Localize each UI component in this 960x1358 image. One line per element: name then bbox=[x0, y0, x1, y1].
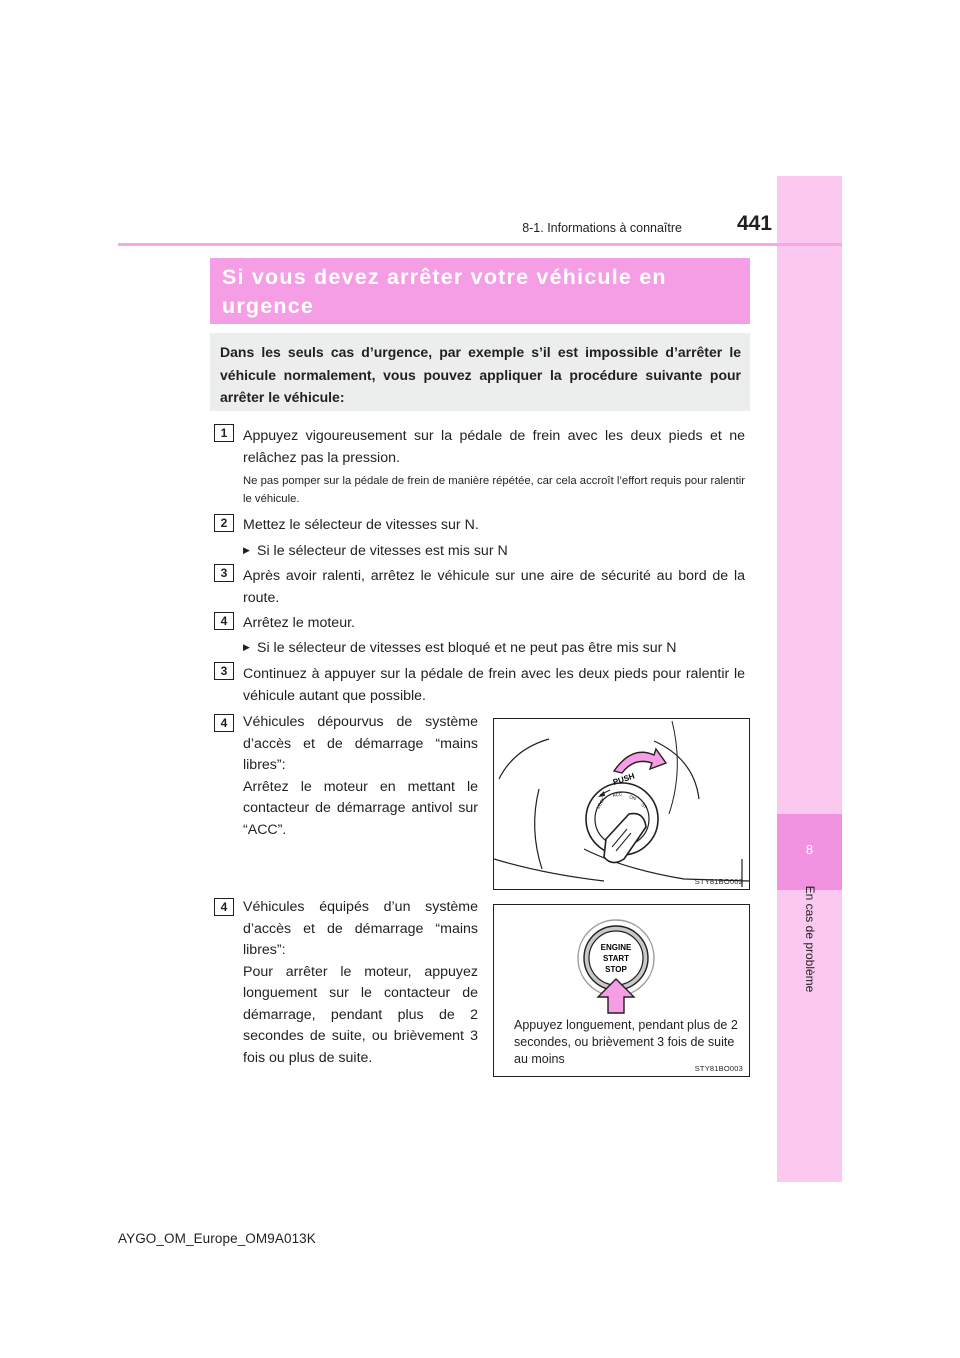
section-title-box bbox=[210, 258, 750, 324]
step-4-smart-key-text bbox=[243, 897, 478, 1069]
on-label: ON bbox=[628, 794, 637, 802]
triangle-bullet-icon: ▶ bbox=[243, 642, 250, 652]
engine-switch-figure bbox=[493, 904, 750, 1077]
chapter-side-band bbox=[777, 176, 842, 1182]
step-number-1: 1 bbox=[214, 424, 234, 442]
chapter-number: 8 bbox=[805, 842, 814, 857]
ignition-switch-figure bbox=[493, 718, 750, 890]
ignition-switch-illustration bbox=[494, 719, 750, 890]
section-title-line1: Si vous devez arrêter votre véhicule en bbox=[222, 265, 667, 289]
step-number-3-alt: 3 bbox=[214, 662, 234, 680]
start-label: START bbox=[602, 954, 630, 963]
step-4-smart-key-line2: Pour arrêter le moteur, appuyez longuement sur le contacteur de démarrage, pendant plus de 2 secondes de suite, ou brièvement 3 fois ou plus de suite. bbox=[243, 963, 478, 1066]
figure-code: STY81BO002 bbox=[694, 877, 743, 886]
section-title-line2: urgence bbox=[222, 294, 315, 318]
stop-label: STOP bbox=[605, 965, 627, 974]
lock-label: LOCK bbox=[595, 796, 606, 810]
step-number-4-alt: 4 bbox=[214, 714, 234, 732]
intro-box bbox=[210, 333, 750, 411]
condition-text: Si le sélecteur de vitesses est bloqué et ne peut pas être mis sur N bbox=[257, 640, 677, 656]
condition-neutral-ok bbox=[243, 540, 745, 562]
step-number-2: 2 bbox=[214, 514, 234, 532]
footer-document-id: AYGO_OM_Europe_OM9A013K bbox=[118, 1231, 316, 1246]
step-2-text: Mettez le sélecteur de vitesses sur N. bbox=[243, 517, 479, 533]
header-rule bbox=[118, 243, 842, 246]
chapter-title: En cas de problème bbox=[803, 885, 817, 993]
step-1-text: Appuyez vigoureusement sur la pédale de frein avec les deux pieds et ne relâchez pas la pression. bbox=[243, 428, 745, 466]
page-number: 441 bbox=[736, 212, 772, 235]
step-number-4: 4 bbox=[214, 612, 234, 630]
figure-code: STY81BO003 bbox=[694, 1064, 743, 1073]
push-label: PUSH bbox=[611, 771, 636, 787]
press-instruction: Appuyez longuement, pendant plus de 2 secondes, ou brièvement 3 fois de suite au moins bbox=[514, 1018, 738, 1066]
intro-text: Dans les seuls cas d’urgence, par exemple s’il est impossible d’arrêter le véhicule normalement, vous pouvez appliquer la procédure suivante pour arrêter le véhicule: bbox=[220, 344, 741, 405]
step-4-text: Arrêtez le moteur. bbox=[243, 615, 355, 631]
step-4-no-smart-key-text bbox=[243, 712, 478, 841]
triangle-bullet-icon: ▶ bbox=[243, 545, 250, 555]
step-1-note: Ne pas pomper sur la pédale de frein de manière répétée, car cela accroît l’effort requis pour ralentir le véhicule. bbox=[243, 475, 745, 505]
step-4-smart-key-line1: Véhicules équipés d’un système d’accès et de démarrage “mains libres”: bbox=[243, 899, 478, 958]
condition-text: Si le sélecteur de vitesses est mis sur N bbox=[257, 543, 508, 559]
engine-label: ENGINE bbox=[600, 943, 632, 952]
step-3-text: Après avoir ralenti, arrêtez le véhicule sur une aire de sécurité au bord de la route. bbox=[243, 568, 745, 606]
step-3-alt-text: Continuez à appuyer sur la pédale de frein avec les deux pieds pour ralentir le véhicule autant que possible. bbox=[243, 666, 745, 704]
acc-label: ACC bbox=[612, 791, 623, 798]
section-label: 8-1. Informations à connaître bbox=[522, 221, 682, 235]
step-number-3: 3 bbox=[214, 564, 234, 582]
step-number-4-alt2: 4 bbox=[214, 898, 234, 916]
step-4-no-smart-key-line2: Arrêtez le moteur en mettant le contacteur de démarrage antivol sur “ACC”. bbox=[243, 778, 478, 838]
start-label: ST bbox=[640, 802, 648, 810]
condition-neutral-blocked bbox=[243, 637, 745, 659]
step-4-no-smart-key-line1: Véhicules dépourvus de système d’accès et de démarrage “mains libres”: bbox=[243, 714, 478, 773]
